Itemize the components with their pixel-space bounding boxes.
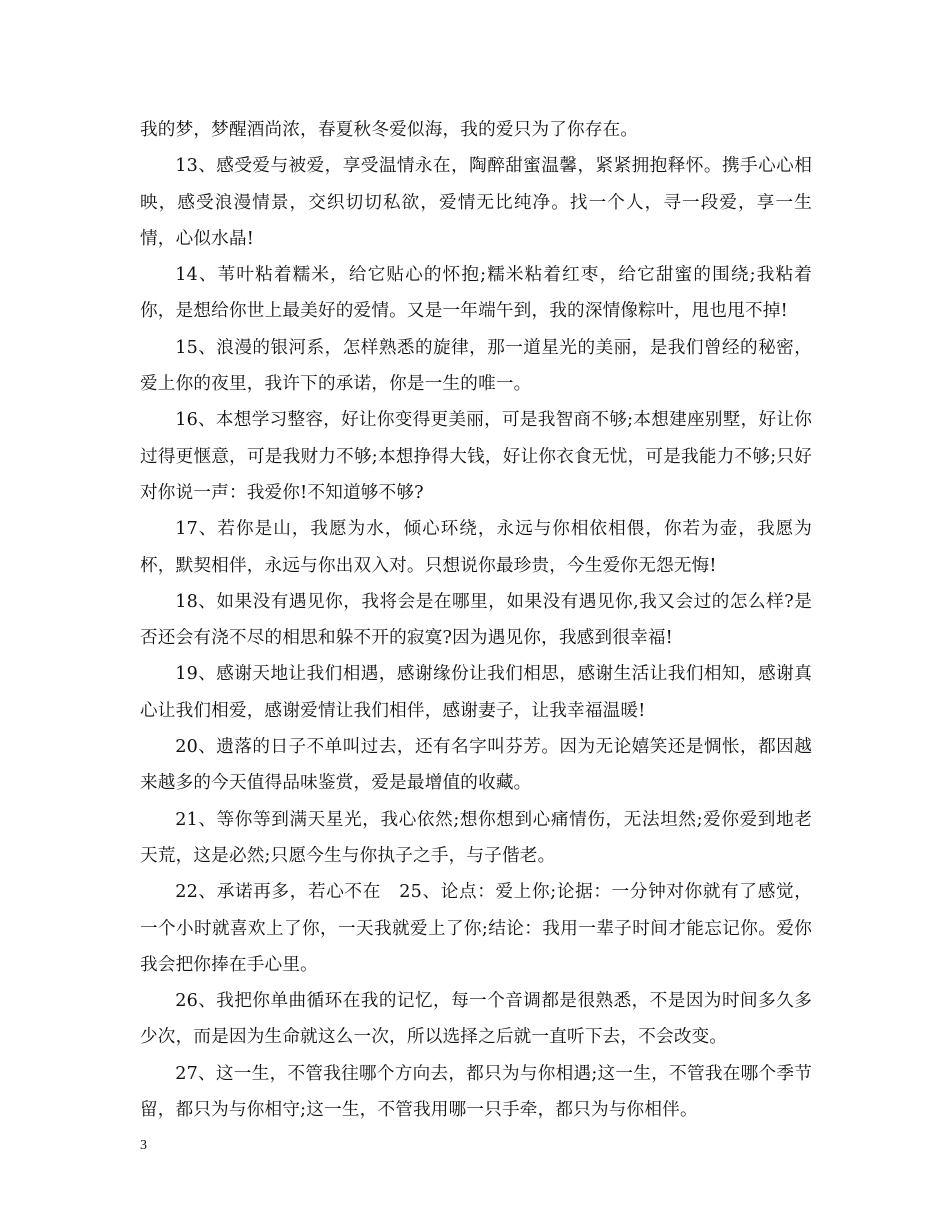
paragraph-18: 18、如果没有遇见你，我将会是在哪里，如果没有遇见你,我又会过的怎么样?是否还会有浇不尽的相思和躲不开的寂寞?因为遇见你，我感到很幸福! [140,591,812,649]
paragraph-17: 17、若你是山，我愿为水，倾心环绕，永远与你相依相偎，你若为壶，我愿为杯，默契相伴，永远与你出双入对。只想说你最珍贵，今生爱你无怨无悔! [140,519,812,576]
paragraph-16: 16、本想学习整容，好让你变得更美丽，可是我智商不够;本想建座别墅，好让你过得更惬意，可是我财力不够;本想挣得大钱，好让你衣食无忧，可是我能力不够;只好对你说一声：我爱你!不知道够不够? [140,410,812,503]
paragraph-14: 14、苇叶粘着糯米，给它贴心的怀抱;糯米粘着红枣，给它甜蜜的围绕;我粘着你，是想给你世上最美好的爱情。又是一年端午到，我的深情像粽叶，甩也甩不掉! [140,265,812,322]
document-body [140,112,812,1128]
paragraph-continuation: 我的梦，梦醒酒尚浓，春夏秋冬爱似海，我的爱只为了你存在。 [140,120,639,140]
paragraph-27: 27、这一生，不管我往哪个方向去，都只为与你相遇;这一生，不管我在哪个季节留，都只为与你相守;这一生，不管我用哪一只手牵，都只为与你相伴。 [140,1063,812,1121]
paragraph-21: 21、等你等到满天星光，我心依然;想你想到心痛情伤，无法坦然;爱你爱到地老天荒，这是必然;只愿今生与你执子之手，与子偕老。 [140,809,812,866]
page-number: 3 [140,1138,147,1153]
paragraph-26: 26、我把你单曲循环在我的记忆，每一个音调都是很熟悉，不是因为时间多久多少次，而是因为生命就这么一次，所以选择之后就一直听下去，不会改变。 [140,991,812,1048]
paragraph-20: 20、遗落的日子不单叫过去，还有名字叫芬芳。因为无论嬉笑还是惆怅，都因越来越多的今天值得品味鉴赏，爱是最增值的收藏。 [140,737,812,794]
paragraph-22: 22、承诺再多，若心不在 25、论点：爱上你;论据：一分钟对你就有了感觉，一个小时就喜欢上了你，一天我就爱上了你;结论：我用一辈子时间才能忘记你。爱你我会把你捧在手心里。 [140,882,812,975]
paragraph-13: 13、感受爱与被爱，享受温情永在，陶醉甜蜜温馨，紧紧拥抱释怀。携手心心相映，感受浪漫情景，交织切切私欲，爱情无比纯净。找一个人，寻一段爱，享一生情，心似水晶! [140,156,812,249]
paragraph-19: 19、感谢天地让我们相遇，感谢缘份让我们相思，感谢生活让我们相知，感谢真心让我们相爱，感谢爱情让我们相伴，感谢妻子，让我幸福温暖! [140,664,812,721]
paragraph-15: 15、浪漫的银河系，怎样熟悉的旋律，那一道星光的美丽，是我们曾经的秘密，爱上你的夜里，我许下的承诺，你是一生的唯一。 [140,337,812,395]
